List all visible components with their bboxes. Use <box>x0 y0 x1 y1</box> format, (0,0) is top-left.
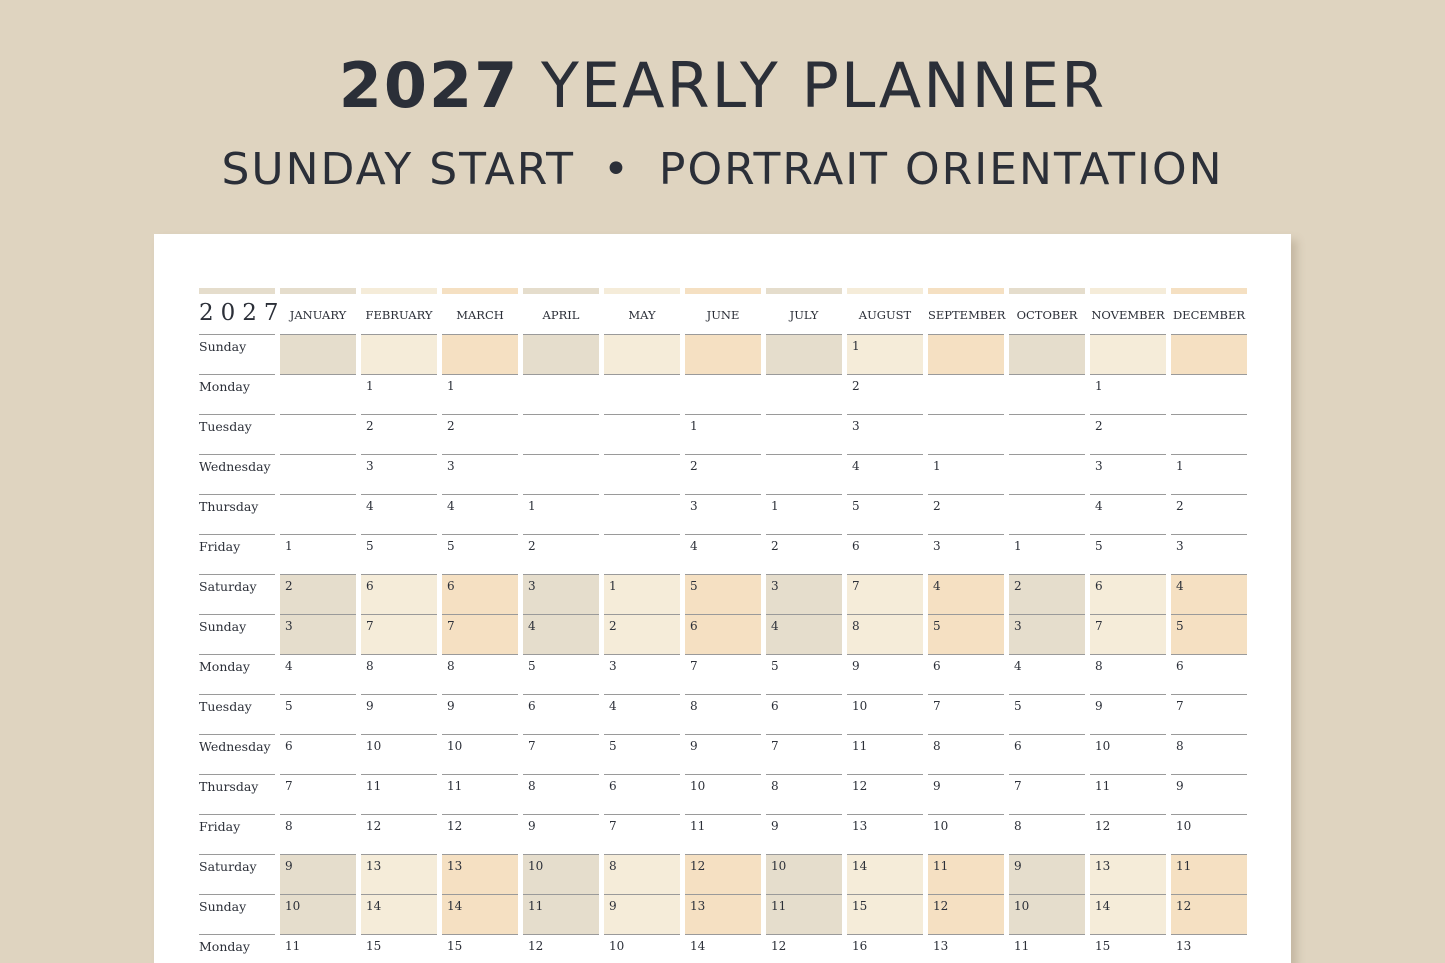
day-cell[interactable] <box>1009 375 1085 415</box>
day-cell[interactable] <box>766 415 842 455</box>
day-cell[interactable]: 9 <box>1009 855 1085 895</box>
day-cell[interactable]: 6 <box>928 655 1004 695</box>
day-cell[interactable]: 2 <box>1171 495 1247 535</box>
day-cell[interactable]: 5 <box>280 695 356 735</box>
month-header: DECEMBER <box>1172 308 1246 322</box>
day-cell[interactable]: 11 <box>766 895 842 935</box>
day-cell[interactable]: 2 <box>361 415 437 455</box>
day-cell[interactable]: 13 <box>1090 855 1166 895</box>
day-cell[interactable] <box>1090 335 1166 375</box>
day-cell[interactable]: 8 <box>442 655 518 695</box>
day-cell[interactable] <box>928 375 1004 415</box>
day-cell[interactable]: 6 <box>280 735 356 775</box>
day-cell[interactable]: 15 <box>847 895 923 935</box>
day-cell[interactable]: 4 <box>928 575 1004 615</box>
day-cell[interactable]: 13 <box>1171 935 1247 963</box>
day-cell[interactable]: 8 <box>1090 655 1166 695</box>
day-cell[interactable] <box>766 455 842 495</box>
day-cell[interactable]: 3 <box>604 655 680 695</box>
day-cell[interactable] <box>361 335 437 375</box>
day-cell[interactable]: 7 <box>685 655 761 695</box>
day-cell[interactable]: 11 <box>280 935 356 963</box>
day-cell[interactable]: 6 <box>442 575 518 615</box>
month-color-bar <box>442 288 518 294</box>
month-header: JANUARY <box>289 308 347 322</box>
day-cell[interactable]: 5 <box>1090 535 1166 575</box>
day-cell[interactable]: 2 <box>928 495 1004 535</box>
day-cell[interactable]: 12 <box>847 775 923 815</box>
day-cell[interactable]: 4 <box>1090 495 1166 535</box>
day-cell[interactable]: 8 <box>1171 735 1247 775</box>
day-cell[interactable] <box>604 455 680 495</box>
day-cell[interactable]: 1 <box>1009 535 1085 575</box>
day-cell[interactable] <box>280 415 356 455</box>
day-cell[interactable]: 4 <box>685 535 761 575</box>
day-cell[interactable]: 9 <box>361 695 437 735</box>
day-cell[interactable]: 5 <box>1009 695 1085 735</box>
day-cell[interactable]: 4 <box>847 455 923 495</box>
day-cell[interactable]: 1 <box>847 335 923 375</box>
day-cell[interactable]: 12 <box>442 815 518 855</box>
month-header: FEBRUARY <box>365 308 433 322</box>
day-cell[interactable] <box>1171 375 1247 415</box>
day-cell[interactable]: 6 <box>523 695 599 735</box>
day-cell[interactable]: 1 <box>766 495 842 535</box>
weekday-label: Monday <box>199 935 275 963</box>
day-cell[interactable]: 10 <box>1090 735 1166 775</box>
month-header: APRIL <box>542 308 580 322</box>
day-cell[interactable]: 10 <box>523 855 599 895</box>
day-cell[interactable]: 12 <box>766 935 842 963</box>
day-cell[interactable] <box>1009 495 1085 535</box>
day-cell[interactable]: 2 <box>604 615 680 655</box>
day-cell[interactable]: 10 <box>1171 815 1247 855</box>
year-color-bar <box>199 288 275 294</box>
day-cell[interactable]: 11 <box>928 855 1004 895</box>
day-cell[interactable]: 9 <box>685 735 761 775</box>
day-cell[interactable]: 4 <box>523 615 599 655</box>
weekday-label: Friday <box>199 535 275 575</box>
day-cell[interactable]: 6 <box>604 775 680 815</box>
day-cell[interactable]: 9 <box>766 815 842 855</box>
weekday-label: Thursday <box>199 495 275 535</box>
weekday-label: Sunday <box>199 895 275 935</box>
month-color-bar <box>523 288 599 294</box>
month-color-bar <box>1009 288 1085 294</box>
day-cell[interactable]: 10 <box>280 895 356 935</box>
weekday-label: Sunday <box>199 335 275 375</box>
planner-year: 2027 <box>199 300 286 326</box>
subtitle-separator: • <box>602 144 631 195</box>
day-cell[interactable]: 3 <box>442 455 518 495</box>
day-cell[interactable]: 5 <box>523 655 599 695</box>
day-cell[interactable]: 2 <box>280 575 356 615</box>
day-cell[interactable]: 7 <box>1009 775 1085 815</box>
day-cell[interactable]: 10 <box>361 735 437 775</box>
weekday-label: Sunday <box>199 615 275 655</box>
day-cell[interactable]: 2 <box>442 415 518 455</box>
day-cell[interactable]: 5 <box>1171 615 1247 655</box>
day-cell[interactable]: 4 <box>604 695 680 735</box>
day-cell[interactable] <box>928 415 1004 455</box>
day-cell[interactable]: 14 <box>1090 895 1166 935</box>
day-cell[interactable] <box>604 375 680 415</box>
day-cell[interactable]: 10 <box>442 735 518 775</box>
day-cell[interactable]: 7 <box>604 815 680 855</box>
planner-sheet <box>154 234 1291 963</box>
day-cell[interactable]: 12 <box>1171 895 1247 935</box>
day-cell[interactable]: 9 <box>1171 775 1247 815</box>
day-cell[interactable]: 9 <box>847 655 923 695</box>
day-cell[interactable]: 6 <box>1171 655 1247 695</box>
day-cell[interactable]: 8 <box>280 815 356 855</box>
day-cell[interactable]: 3 <box>523 575 599 615</box>
day-cell[interactable] <box>766 375 842 415</box>
weekday-label: Wednesday <box>199 735 275 775</box>
day-cell[interactable]: 1 <box>1171 455 1247 495</box>
day-cell[interactable]: 14 <box>361 895 437 935</box>
day-cell[interactable]: 16 <box>847 935 923 963</box>
day-cell[interactable]: 10 <box>1009 895 1085 935</box>
day-cell[interactable] <box>523 335 599 375</box>
day-cell[interactable]: 9 <box>1090 695 1166 735</box>
day-cell[interactable] <box>604 495 680 535</box>
day-cell[interactable]: 2 <box>1009 575 1085 615</box>
day-cell[interactable]: 11 <box>1171 855 1247 895</box>
day-cell[interactable] <box>523 375 599 415</box>
day-cell[interactable]: 15 <box>1090 935 1166 963</box>
day-cell[interactable]: 3 <box>847 415 923 455</box>
day-cell[interactable] <box>280 455 356 495</box>
day-cell[interactable]: 3 <box>1009 615 1085 655</box>
day-cell[interactable]: 10 <box>928 815 1004 855</box>
day-cell[interactable]: 3 <box>1171 535 1247 575</box>
day-cell[interactable] <box>442 335 518 375</box>
day-cell[interactable]: 2 <box>847 375 923 415</box>
day-cell[interactable]: 9 <box>280 855 356 895</box>
subtitle-start: SUNDAY START <box>221 144 575 195</box>
day-cell[interactable]: 1 <box>928 455 1004 495</box>
day-cell[interactable]: 8 <box>1009 815 1085 855</box>
month-header: MARCH <box>456 308 504 322</box>
day-cell[interactable]: 3 <box>361 455 437 495</box>
day-cell[interactable]: 8 <box>847 615 923 655</box>
day-cell[interactable]: 7 <box>361 615 437 655</box>
day-cell[interactable] <box>280 495 356 535</box>
day-cell[interactable]: 2 <box>1090 415 1166 455</box>
day-cell[interactable] <box>604 335 680 375</box>
day-cell[interactable] <box>1009 455 1085 495</box>
day-cell[interactable]: 10 <box>604 935 680 963</box>
day-cell[interactable] <box>928 335 1004 375</box>
day-cell[interactable]: 14 <box>685 935 761 963</box>
day-cell[interactable] <box>1009 335 1085 375</box>
day-cell[interactable]: 9 <box>523 815 599 855</box>
day-cell[interactable]: 11 <box>1009 935 1085 963</box>
weekday-label: Tuesday <box>199 695 275 735</box>
day-cell[interactable] <box>1171 335 1247 375</box>
day-cell[interactable] <box>766 335 842 375</box>
day-cell[interactable]: 13 <box>928 935 1004 963</box>
day-cell[interactable] <box>1009 415 1085 455</box>
day-cell[interactable]: 11 <box>1090 775 1166 815</box>
month-header: MAY <box>628 308 656 322</box>
day-cell[interactable]: 9 <box>604 895 680 935</box>
month-header: SEPTEMBER <box>928 308 1006 322</box>
day-cell[interactable]: 1 <box>1090 375 1166 415</box>
day-cell[interactable]: 12 <box>1090 815 1166 855</box>
day-cell[interactable]: 8 <box>523 775 599 815</box>
day-cell[interactable]: 6 <box>766 695 842 735</box>
day-cell[interactable]: 3 <box>1090 455 1166 495</box>
day-cell[interactable]: 15 <box>361 935 437 963</box>
page-subtitle <box>0 140 1445 200</box>
weekday-label: Wednesday <box>199 455 275 495</box>
weekday-label: Friday <box>199 815 275 855</box>
day-cell[interactable]: 7 <box>442 615 518 655</box>
day-cell[interactable] <box>1171 415 1247 455</box>
day-cell[interactable]: 5 <box>847 495 923 535</box>
day-cell[interactable]: 8 <box>361 655 437 695</box>
day-cell[interactable]: 4 <box>442 495 518 535</box>
day-cell[interactable]: 4 <box>280 655 356 695</box>
day-cell[interactable]: 11 <box>361 775 437 815</box>
day-cell[interactable]: 4 <box>361 495 437 535</box>
month-header: NOVEMBER <box>1091 308 1165 322</box>
day-cell[interactable]: 8 <box>604 855 680 895</box>
month-header: AUGUST <box>858 308 912 322</box>
weekday-label: Saturday <box>199 575 275 615</box>
day-cell[interactable]: 2 <box>523 535 599 575</box>
day-cell[interactable]: 5 <box>928 615 1004 655</box>
day-cell[interactable]: 13 <box>442 855 518 895</box>
month-color-bar <box>928 288 1004 294</box>
day-cell[interactable]: 12 <box>928 895 1004 935</box>
day-cell[interactable]: 1 <box>523 495 599 535</box>
month-color-bar <box>847 288 923 294</box>
month-header: JUNE <box>706 308 740 322</box>
weekday-label: Monday <box>199 655 275 695</box>
day-cell[interactable]: 4 <box>766 615 842 655</box>
day-cell[interactable]: 5 <box>442 535 518 575</box>
day-cell[interactable]: 12 <box>361 815 437 855</box>
day-cell[interactable]: 6 <box>685 615 761 655</box>
day-cell[interactable]: 14 <box>442 895 518 935</box>
day-cell[interactable]: 1 <box>685 415 761 455</box>
day-cell[interactable]: 7 <box>280 775 356 815</box>
weekday-label: Monday <box>199 375 275 415</box>
weekday-label: Tuesday <box>199 415 275 455</box>
day-cell[interactable]: 12 <box>685 855 761 895</box>
page-title <box>0 46 1445 126</box>
day-cell[interactable]: 2 <box>685 455 761 495</box>
subtitle-orientation: PORTRAIT ORIENTATION <box>658 144 1224 195</box>
day-cell[interactable]: 14 <box>847 855 923 895</box>
day-cell[interactable] <box>280 375 356 415</box>
day-cell[interactable] <box>280 335 356 375</box>
month-color-bar <box>1171 288 1247 294</box>
day-cell[interactable]: 11 <box>442 775 518 815</box>
day-cell[interactable]: 1 <box>604 575 680 615</box>
month-color-bar <box>280 288 356 294</box>
weekday-label: Saturday <box>199 855 275 895</box>
day-cell[interactable] <box>685 335 761 375</box>
day-cell[interactable]: 11 <box>523 895 599 935</box>
day-cell[interactable]: 7 <box>928 695 1004 735</box>
title-year: 2027 <box>338 49 520 122</box>
day-cell[interactable] <box>523 455 599 495</box>
day-cell[interactable]: 9 <box>442 695 518 735</box>
day-cell[interactable]: 7 <box>1090 615 1166 655</box>
day-cell[interactable] <box>685 375 761 415</box>
day-cell[interactable]: 12 <box>523 935 599 963</box>
day-cell[interactable]: 5 <box>604 735 680 775</box>
day-cell[interactable]: 1 <box>280 535 356 575</box>
day-cell[interactable]: 8 <box>766 775 842 815</box>
day-cell[interactable]: 6 <box>1009 735 1085 775</box>
day-cell[interactable]: 11 <box>685 815 761 855</box>
day-cell[interactable]: 13 <box>847 815 923 855</box>
day-cell[interactable]: 3 <box>928 535 1004 575</box>
month-header: OCTOBER <box>1016 308 1078 322</box>
day-cell[interactable]: 3 <box>766 575 842 615</box>
month-color-bar <box>685 288 761 294</box>
day-cell[interactable] <box>604 415 680 455</box>
day-cell[interactable] <box>523 415 599 455</box>
month-color-bar <box>604 288 680 294</box>
day-cell[interactable]: 15 <box>442 935 518 963</box>
day-cell[interactable]: 6 <box>1090 575 1166 615</box>
day-cell[interactable]: 6 <box>361 575 437 615</box>
day-cell[interactable]: 1 <box>361 375 437 415</box>
day-cell[interactable]: 5 <box>766 655 842 695</box>
day-cell[interactable]: 8 <box>685 695 761 735</box>
day-cell[interactable]: 1 <box>442 375 518 415</box>
day-cell[interactable]: 3 <box>280 615 356 655</box>
day-cell[interactable] <box>604 535 680 575</box>
weekday-label: Thursday <box>199 775 275 815</box>
day-cell[interactable]: 4 <box>1171 575 1247 615</box>
day-cell[interactable]: 7 <box>1171 695 1247 735</box>
day-cell[interactable]: 7 <box>766 735 842 775</box>
day-cell[interactable]: 13 <box>685 895 761 935</box>
month-color-bar <box>766 288 842 294</box>
day-cell[interactable]: 13 <box>361 855 437 895</box>
day-cell[interactable]: 11 <box>847 735 923 775</box>
day-cell[interactable]: 10 <box>766 855 842 895</box>
day-cell[interactable]: 6 <box>847 535 923 575</box>
day-cell[interactable]: 8 <box>928 735 1004 775</box>
day-cell[interactable]: 9 <box>928 775 1004 815</box>
day-cell[interactable]: 10 <box>685 775 761 815</box>
title-text: YEARLY PLANNER <box>541 49 1107 122</box>
day-cell[interactable]: 5 <box>361 535 437 575</box>
day-cell[interactable]: 5 <box>685 575 761 615</box>
day-cell[interactable]: 7 <box>847 575 923 615</box>
day-cell[interactable]: 2 <box>766 535 842 575</box>
day-cell[interactable]: 10 <box>847 695 923 735</box>
month-header: JULY <box>789 308 819 322</box>
month-color-bar <box>361 288 437 294</box>
day-cell[interactable]: 7 <box>523 735 599 775</box>
day-cell[interactable]: 3 <box>685 495 761 535</box>
month-color-bar <box>1090 288 1166 294</box>
day-cell[interactable]: 4 <box>1009 655 1085 695</box>
